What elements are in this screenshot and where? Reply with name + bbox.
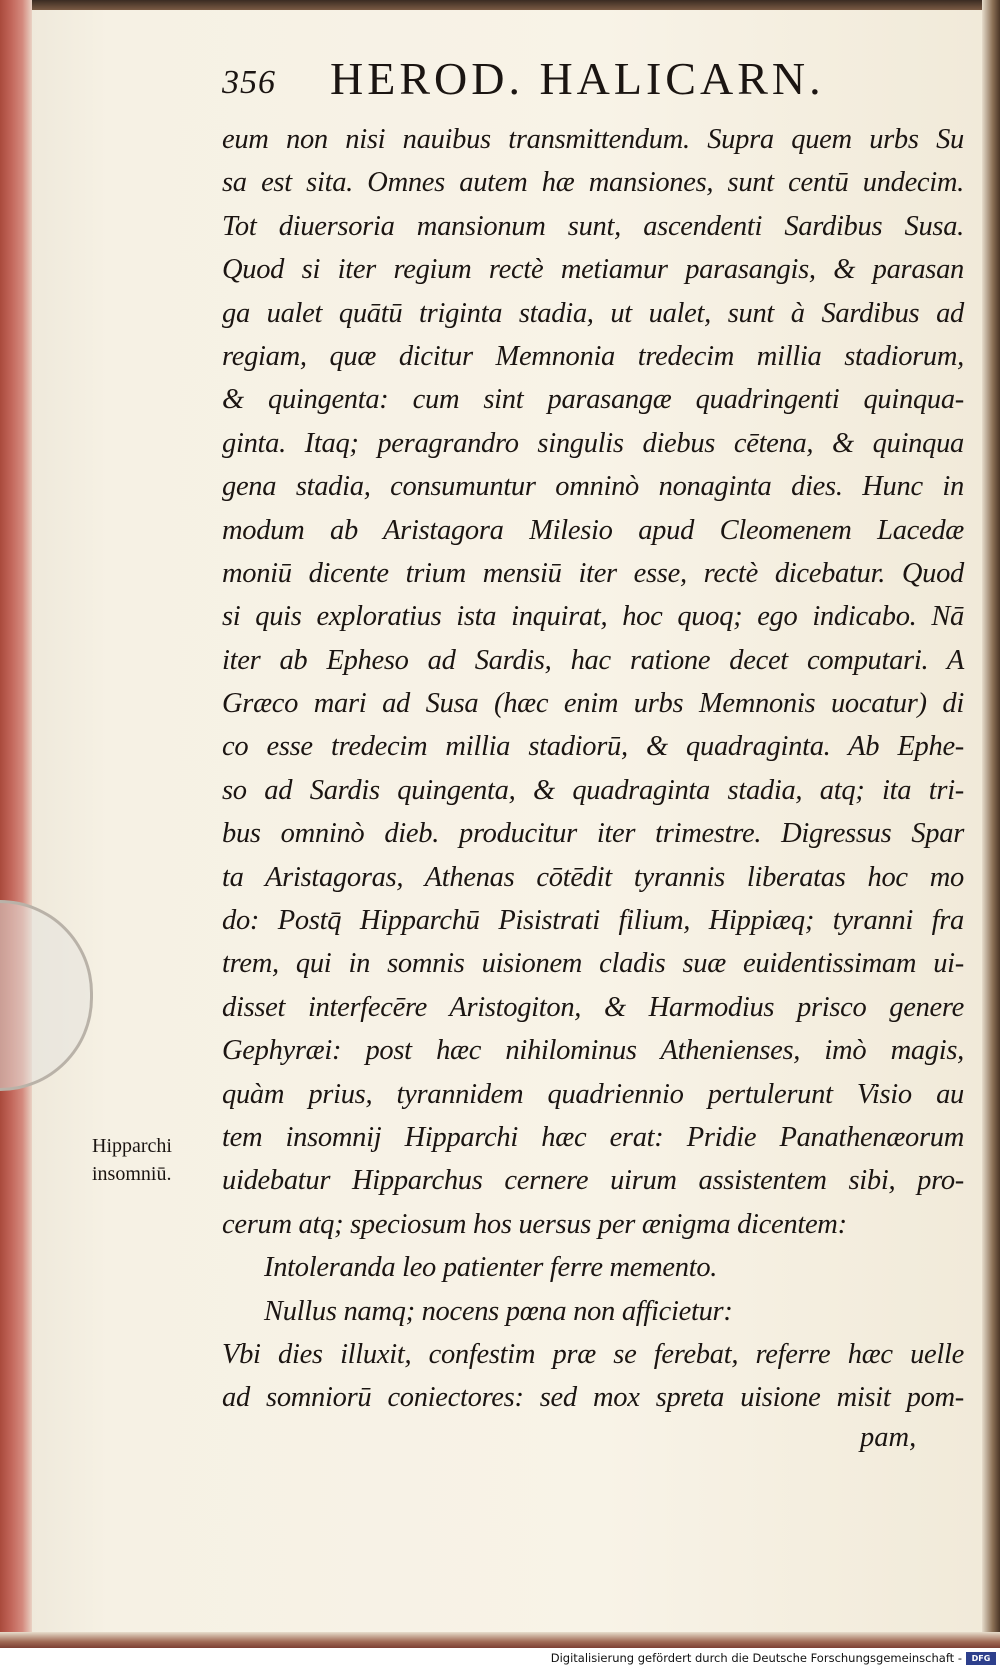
text-line: ta Aristagoras, Athenas cōtēdit tyrannis liberatas hoc mo — [222, 861, 964, 893]
verse-line: Intoleranda leo patienter ferre memento. — [264, 1252, 718, 1284]
book-edge-left — [0, 0, 32, 1648]
text-line: disset interfecēre Aristogiton, & Harmodius prisco genere — [222, 991, 964, 1023]
text-line: so ad Sardis quingenta, & quadraginta stadia, atq; ita tri- — [222, 774, 964, 806]
text-line: ga ualet quātū triginta stadia, ut ualet, sunt à Sardibus ad — [222, 297, 964, 329]
verse-line: Nullus namq; nocens pœna non afficietur: — [264, 1295, 733, 1327]
text-line: Græco mari ad Susa (hæc enim urbs Memnonis uocatur) di — [222, 688, 964, 720]
text-line: Vbi dies illuxit, confestim præ se ferebat, referre hæc uelle — [222, 1338, 964, 1370]
text-line: iter ab Epheso ad Sardis, hac ratione decet computari. A — [222, 644, 964, 676]
text-line: eum non nisi nauibus transmittendum. Supra quem urbs Su — [222, 124, 964, 155]
text-line: & quingenta: cum sint parasangæ quadringenti quinqua- — [222, 384, 964, 416]
text-line: Quod si iter regium rectè metiamur parasangis, & parasan — [222, 254, 964, 286]
text-line: Tot diuersoria mansionum sunt, ascendenti Sardibus Susa. — [222, 210, 964, 242]
book-edge-right — [982, 0, 1000, 1648]
dfg-logo-icon: DFG — [966, 1652, 996, 1665]
text-line: quàm prius, tyrannidem quadriennio pertulerunt Visio au — [222, 1078, 964, 1110]
footer-bar — [0, 1648, 1000, 1670]
text-line: si quis exploratius ista inquirat, hoc quoq; ego indicabo. Nā — [222, 601, 964, 633]
text-line: do: Postq̄ Hipparchū Pisistrati filium, Hippiæq; tyranni fra — [222, 905, 964, 937]
book-edge-bottom — [0, 1632, 1000, 1648]
text-line: trem, qui in somnis uisionem cladis suæ euidentissimam ui- — [222, 948, 964, 980]
text-line: sa est sita. Omnes autem hæ mansiones, sunt centū undecim. — [222, 167, 964, 199]
catchword: pam, — [860, 1422, 917, 1453]
footer-credit: Digitalisierung gefördert durch die Deutsche Forschungsgemeinschaft - — [550, 1651, 962, 1665]
text-line: co esse tredecim millia stadiorū, & quadraginta. Ab Ephe- — [222, 731, 964, 763]
page-number: 356 — [222, 64, 276, 101]
text-line: cerum atq; speciosum hos uersus per ænigma dicentem: — [222, 1208, 847, 1240]
text-line: gena stadia, consumuntur omninò nonaginta dies. Hunc in — [222, 471, 964, 503]
page-header — [222, 52, 962, 112]
body-text — [222, 118, 964, 1420]
text-line: bus omninò dieb. producitur iter trimestre. Digressus Spar — [222, 818, 964, 850]
text-line: Gephyræi: post hæc nihilominus Athenienses, imò magis, — [222, 1035, 964, 1067]
text-line: ginta. Itaq; peragrandro singulis diebus cētena, & quinqua — [222, 427, 964, 459]
margin-note — [92, 1132, 212, 1188]
text-line: regiam, quæ dicitur Memnonia tredecim millia stadiorum, — [222, 340, 964, 372]
text-line: uidebatur Hipparchus cernere uirum assistentem sibi, pro- — [222, 1165, 964, 1197]
running-head: HEROD. HALICARN. — [330, 53, 825, 104]
margin-note-line: Hipparchi — [92, 1135, 172, 1157]
margin-note-line: insomniū. — [92, 1163, 172, 1185]
book-edge-top — [0, 0, 1000, 10]
text-line: ad somniorū coniectores: sed mox spreta uisione misit pom- — [222, 1382, 964, 1414]
text-line: modum ab Aristagora Milesio apud Cleomenem Lacedæ — [222, 514, 964, 546]
text-line: moniū dicente trium mensiū iter esse, rectè dicebatur. Quod — [222, 557, 964, 589]
text-line: tem insomnij Hipparchi hæc erat: Pridie Panathenæorum — [222, 1121, 964, 1153]
